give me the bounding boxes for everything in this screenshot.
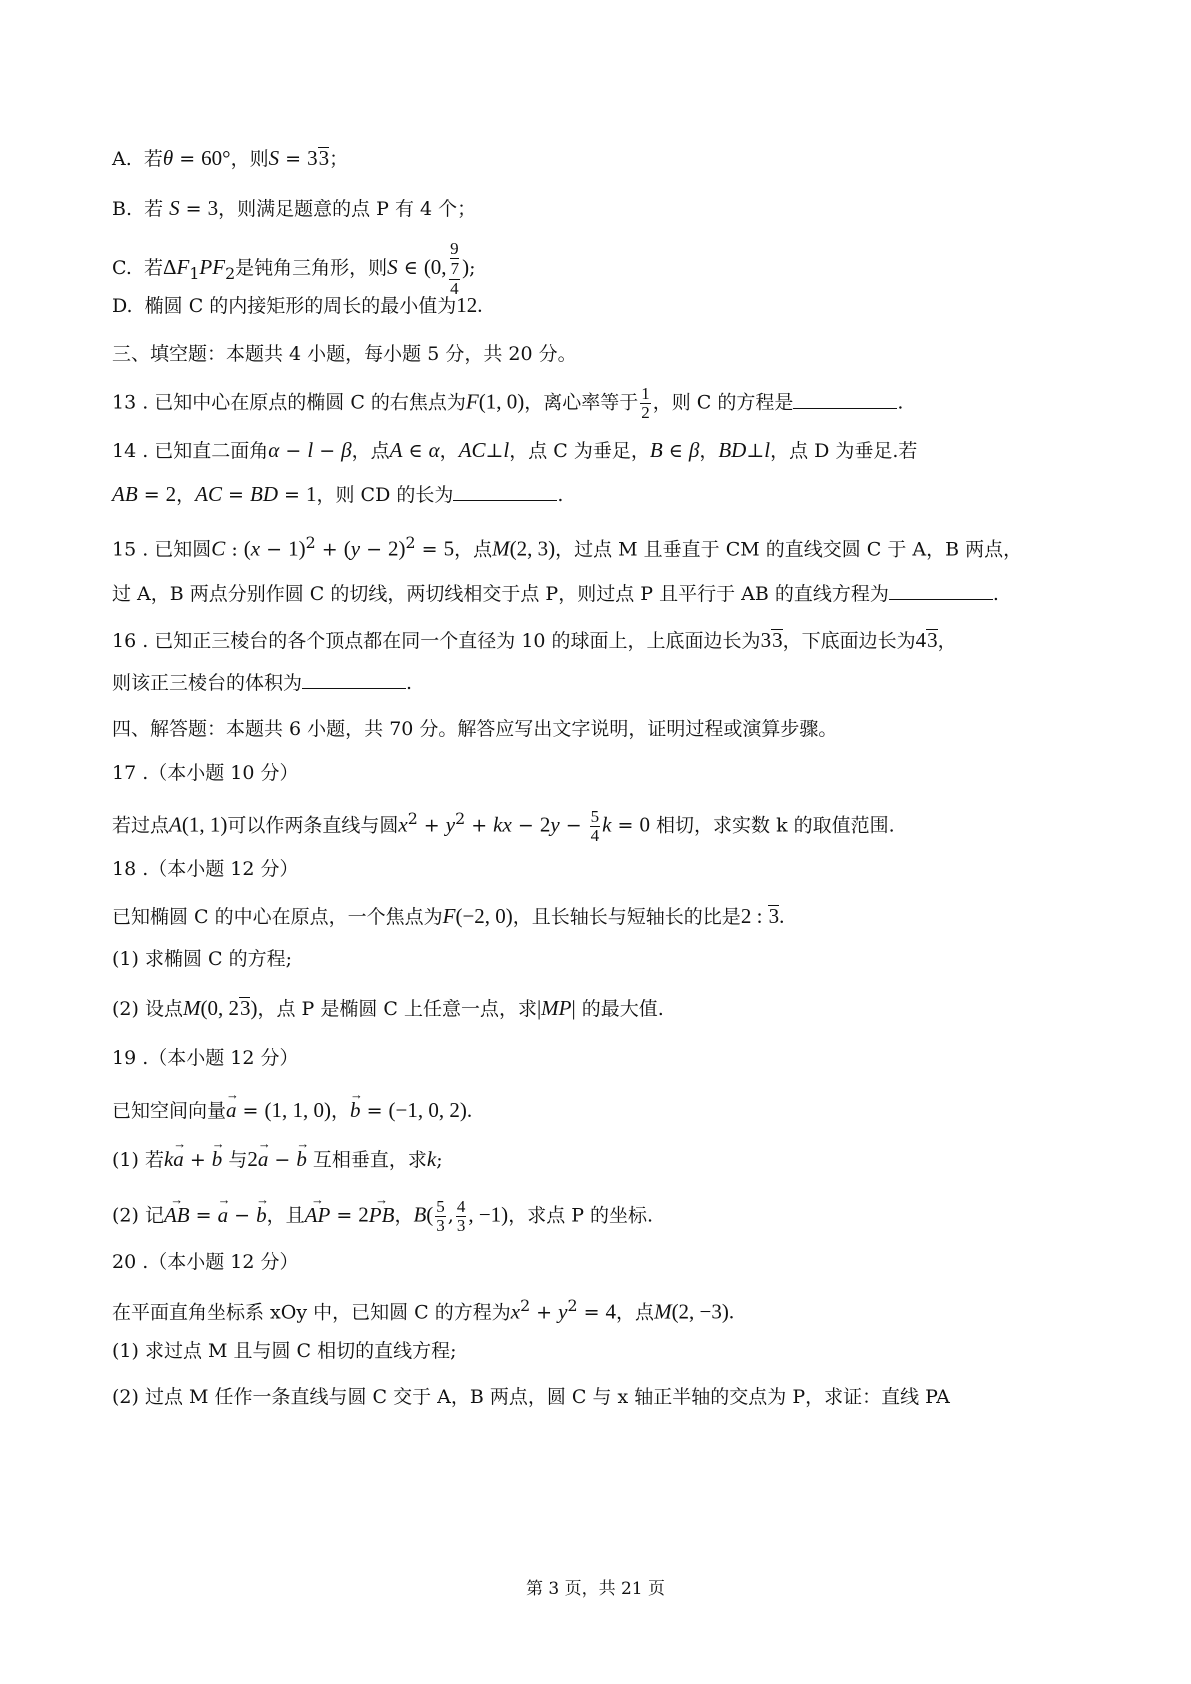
question-13: 13 . 已知中心在原点的椭圆 C 的右焦点为F(1, 0)，离心率等于 $\frac{1}{2}$ ，则 C 的方程是 . bbox=[112, 384, 904, 422]
question-15-line-2: 过 A，B 两点分别作圆 C 的切线，两切线相交于点 P，则过点 P 且平行于 AB 的直线方程为 . bbox=[112, 583, 999, 605]
question-20-header: 20 .（本小题 12 分） bbox=[112, 1251, 299, 1273]
question-18-part-2: (2) 设点M(0, 23)，点 P 是椭圆 C 上任意一点，求|MP| 的最大值. bbox=[112, 996, 664, 1020]
question-16-line-1: 16 . 已知正三棱台的各个顶点都在同一个直径为 10 的球面上，上底面边长为33，下底面边长为43， bbox=[112, 628, 957, 652]
option-b: B. 若 S = 3，则满足题意的点 P 有 4 个； bbox=[112, 196, 477, 220]
question-17-header: 17 .（本小题 10 分） bbox=[112, 762, 299, 784]
question-19-part-2: (2) 记→ AB = → a − → b，且→ AP = 2→ PB，B( $\frac{5}{3}$ , $\frac{4}{3}$ , −1)，求点 P 的坐标. bbox=[112, 1198, 1101, 1235]
option-a: A. 若θ = 60°，则S = 33； bbox=[112, 146, 349, 170]
question-18-part-1: (1) 求椭圆 C 的方程; bbox=[112, 948, 292, 970]
question-17-body: 若过点A(1, 1)可以作两条直线与圆$x^2 + y^2$ + kx − 2y − $\frac{5}{4}$ k = 0 相切，求实数 k 的取值范围. bbox=[112, 806, 895, 845]
answer-blank-14[interactable] bbox=[453, 482, 557, 501]
question-14-line-2: AB = 2，AC = BD = 1，则 CD 的长为 . bbox=[112, 482, 564, 506]
page-footer: 第 3 页，共 21 页 bbox=[525, 1579, 666, 1599]
question-15-line-1: 15 . 已知圆C : $(x - 1)^2 + (y - 2)^2 = 5$，点M(2, 3)，过点 M 且垂直于 CM 的直线交圆 C 于 A，B 两点， bbox=[112, 533, 1023, 561]
option-c: C. 若$\Delta F_1PF_2$是钝角三角形，则S ∈ (0, 9 7 4 ); bbox=[112, 239, 476, 298]
option-d: D. 椭圆 C 的内接矩形的周长的最小值为12. bbox=[112, 293, 483, 317]
section-heading-fill-in: 三、填空题：本题共 4 小题，每小题 5 分，共 20 分。 bbox=[112, 343, 577, 365]
answer-blank-15[interactable] bbox=[889, 581, 993, 600]
question-20-part-2: (2) 过点 M 任作一条直线与圆 C 交于 A，B 两点，圆 C 与 x 轴正半轴的交点为 P，求证：直线 PA bbox=[112, 1386, 950, 1408]
section-heading-solutions: 四、解答题：本题共 6 小题，共 70 分。解答应写出文字说明，证明过程或演算步骤。 bbox=[112, 718, 838, 740]
question-19-body: 已知空间向量→ a = (1, 1, 0)，→ b = (−1, 0, 2). bbox=[112, 1097, 1101, 1124]
question-16-line-2: 则该正三棱台的体积为 . bbox=[112, 672, 413, 694]
question-20-part-1: (1) 求过点 M 且与圆 C 相切的直线方程; bbox=[112, 1340, 457, 1362]
question-14-line-1: 14 . 已知直二面角α − l − β，点A ∈ α，AC⊥l，点 C 为垂足，B ∈ β，BD⊥l，点 D 为垂足.若 bbox=[112, 438, 918, 462]
question-20-body: 在平面直角坐标系 xOy 中，已知圆 C 的方程为$x^2 + y^2 = 4$，点M(2, −3). bbox=[112, 1296, 735, 1324]
question-18-body: 已知椭圆 C 的中心在原点，一个焦点为F(−2, 0)，且长轴长与短轴长的比是2 : 3. bbox=[112, 904, 785, 928]
answer-blank-13[interactable] bbox=[793, 390, 897, 409]
answer-blank-16[interactable] bbox=[302, 670, 406, 689]
question-18-header: 18 .（本小题 12 分） bbox=[112, 858, 299, 880]
question-19-header: 19 .（本小题 12 分） bbox=[112, 1047, 299, 1069]
question-19-part-1: (1) 若k→ a + → b 与2→ a − → b 互相垂直，求k; bbox=[112, 1146, 1101, 1173]
